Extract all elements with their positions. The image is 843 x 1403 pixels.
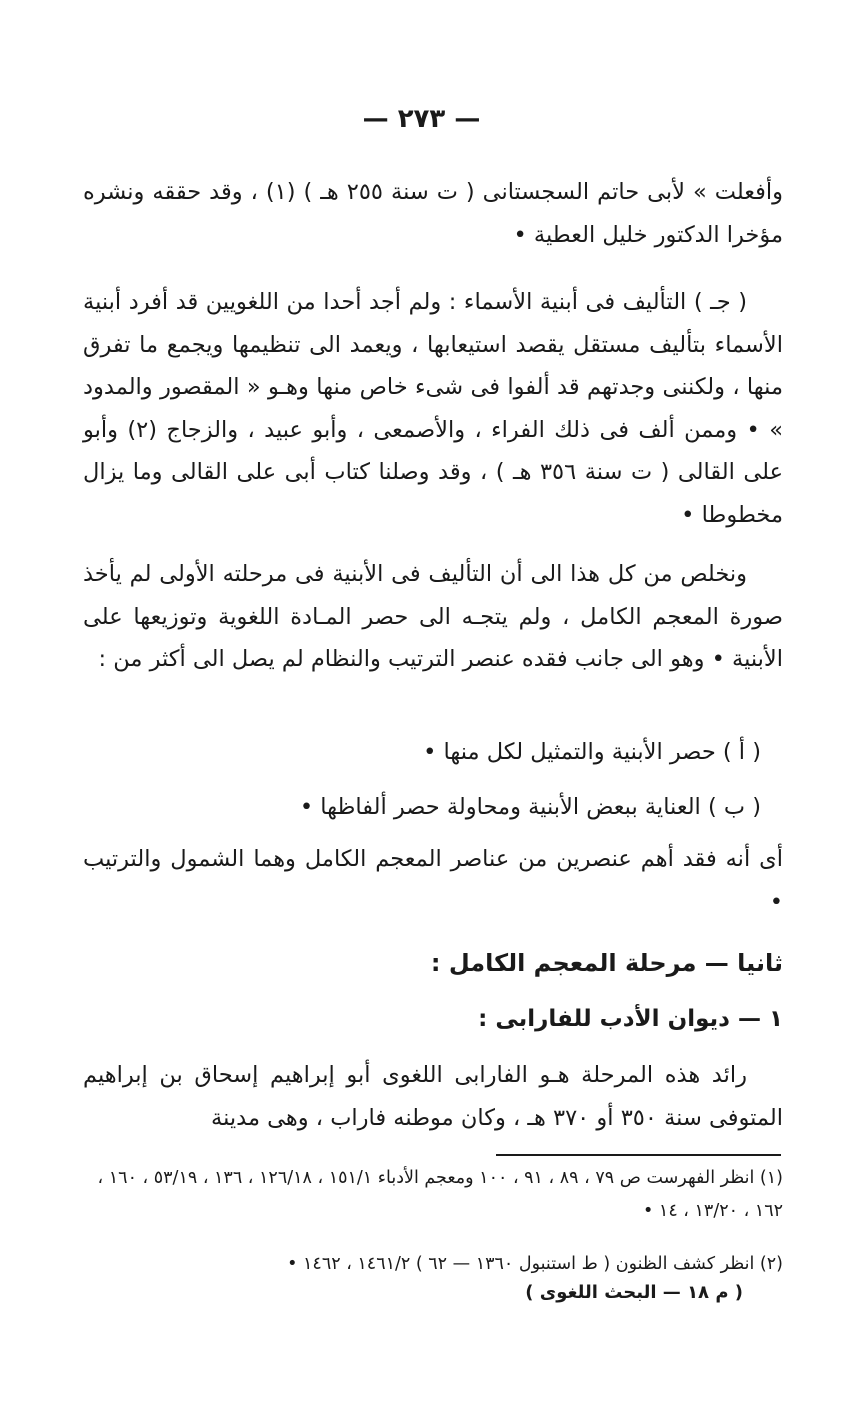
paragraph-section-c-text: ( جـ ) التأليف فى أبنية الأسماء : ولم أجد أحدا من اللغويين قد أفرد أبنية الأسماء بتأليف مستقل يقصد استيعابها ، ويعمد الى تنظيمها ويجمع ما تفرق منها ، ولكننى وجدتهم قد ألفوا فى شىء خاص منها وهـو « المقصور والمدود » • وممن ألف فى ذلك الفراء ، والأصمعى ، وأبو عبيد ، والزجاج (٢) وأبو على القالى ( ت سنة ٣٥٦ هـ ) ، وقد وصلنا كتاب أبى على القالى وما يزال مخطوطا •: [83, 289, 783, 528]
subsection-heading: ١ — ديوان الأدب للفارابى :: [478, 1006, 783, 1032]
footnote-1: [83, 1162, 783, 1228]
list-item-b: ( ب ) العناية ببعض الأبنية ومحاولة حصر ألفاظها •: [299, 794, 761, 820]
section-heading: ثانيا — مرحلة المعجم الكامل :: [430, 949, 783, 977]
running-footer: ( م ١٨ — البحث اللغوى ): [525, 1282, 743, 1303]
paragraph-intro: [83, 171, 783, 256]
paragraph-conclusion: [83, 553, 783, 681]
paragraph-lost-elements: [83, 838, 783, 923]
page-number: — ٢٧٣ —: [362, 104, 481, 134]
paragraph-conclusion-text: ونخلص من كل هذا الى أن التأليف فى الأبنية فى مرحلته الأولى لم يأخذ صورة المعجم الكامل ، ولم يتجـه الى حصر المـادة اللغوية وتوزيعها على الأبنية • وهو الى جانب فقده عنصر الترتيب والنظام لم يصل الى أكثر من :: [83, 561, 783, 672]
paragraph-farabi: [83, 1054, 783, 1139]
paragraph-section-c: [83, 281, 783, 536]
footnote-2-text: (٢) انظر كشف الظنون ( ط استنبول ١٣٦٠ — ٦٢ ) ١٤٦١/٢ ، ١٤٦٢ •: [287, 1253, 783, 1274]
footnote-1-text: (١) انظر الفهرست ص ٧٩ ، ٨٩ ، ٩١ ، ١٠٠ ومعجم الأدباء ١٥١/١ ، ١٢٦/١٨ ، ١٣٦ ، ٥٣/١٩ ، ١٦٠ ، ١٦٢ ، ١٣/٢٠ ، ١٤ •: [97, 1168, 783, 1221]
paragraph-intro-text: وأفعلت » لأبى حاتم السجستانى ( ت سنة ٢٥٥ هـ ) (١) ، وقد حققه ونشره مؤخرا الدكتور خليل العطية •: [83, 179, 784, 248]
paragraph-farabi-text: رائد هذه المرحلة هـو الفارابى اللغوى أبو إبراهيم إسحاق بن إبراهيم المتوفى سنة ٣٥٠ أو ٣٧٠ هـ ، وكان موطنه فاراب ، وهى مدينة: [83, 1062, 783, 1131]
paragraph-lost-elements-text: أى أنه فقد أهم عنصرين من عناصر المعجم الكامل وهما الشمول والترتيب •: [83, 846, 783, 915]
footnote-divider: [496, 1154, 781, 1156]
list-item-a: ( أ ) حصر الأبنية والتمثيل لكل منها •: [423, 739, 761, 765]
